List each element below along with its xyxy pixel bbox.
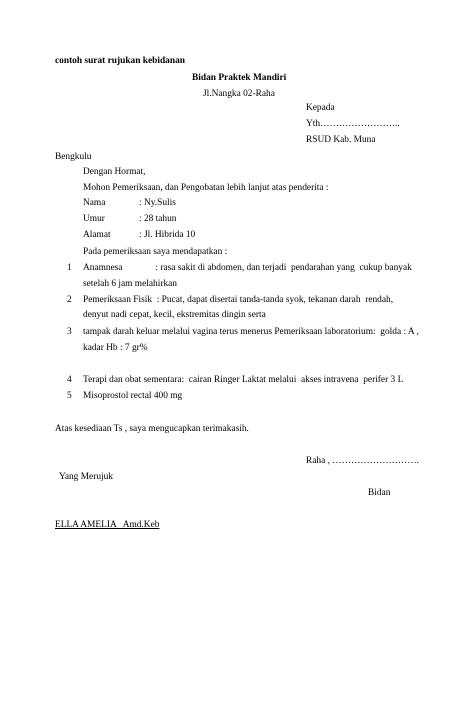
- signer-role: Bidan: [368, 488, 391, 498]
- list-item-text-cont: denyut nadi cepat, kecil, ekstremitas dingin serta: [83, 310, 266, 320]
- patient-name-value: : Ny.Sulis: [139, 198, 176, 208]
- patient-age-label: Umur: [83, 214, 105, 224]
- list-item-number: 4: [67, 375, 72, 385]
- list-item-text-cont: kadar Hb : 7 gr%: [83, 343, 148, 353]
- recipient-hospital: RSUD Kab. Muna: [306, 135, 376, 145]
- list-item-number: 5: [67, 391, 72, 401]
- referrer-label: Yang Merujuk: [59, 472, 113, 482]
- closing-text: Atas kesediaan Ts , saya mengucapkan terimakasih.: [55, 424, 249, 434]
- list-item-number: 1: [67, 263, 72, 273]
- list-item-number: 2: [67, 295, 72, 305]
- list-item-text-cont: setelah 6 jam melahirkan: [83, 279, 177, 289]
- list-item-text: Pemeriksaan Fisik : Pucat, dapat disertai tanda-tanda syok, tekanan darah rendah,: [83, 295, 394, 305]
- patient-age-value: : 28 tahun: [139, 214, 177, 224]
- clinic-address: Jl.Nangka 02-Raha: [203, 89, 275, 99]
- list-item-text: Anamnesa : rasa sakit di abdomen, dan terjadi pendarahan yang cukup banyak: [83, 263, 412, 273]
- greeting: Dengan Hormat,: [83, 167, 146, 177]
- findings-intro: Pada pemeriksaan saya mendapatkan :: [83, 247, 228, 257]
- clinic-name: Bidan Praktek Mandiri: [192, 73, 287, 83]
- place-date: Raha , ……………………….: [306, 456, 420, 466]
- list-item-text: Misoprostol rectal 400 mg: [83, 391, 183, 401]
- intro-text: Mohon Pemeriksaan, dan Pengobatan lebih lanjut atas penderita :: [83, 183, 329, 193]
- patient-name-label: Nama: [83, 198, 106, 208]
- patient-address-label: Alamat: [83, 230, 111, 240]
- city: Bengkulu: [55, 152, 92, 162]
- list-item-number: 3: [67, 327, 72, 337]
- signer-name: ELLA AMELIA Amd.Keb: [55, 520, 160, 530]
- document-heading: contoh surat rujukan kebidanan: [55, 56, 185, 66]
- patient-address-value: : Jl. Hibrida 10: [139, 230, 196, 240]
- recipient-kepada: Kepada: [306, 103, 335, 113]
- list-item-text: tampak darah keluar melalui vagina terus menerus Pemeriksaan laboratorium: golda : A ,: [83, 327, 419, 337]
- recipient-yth: Yth……………………..: [306, 119, 400, 129]
- list-item-text: Terapi dan obat sementara: cairan Ringer Laktat melalui akses intravena perifer 3 L: [83, 375, 404, 385]
